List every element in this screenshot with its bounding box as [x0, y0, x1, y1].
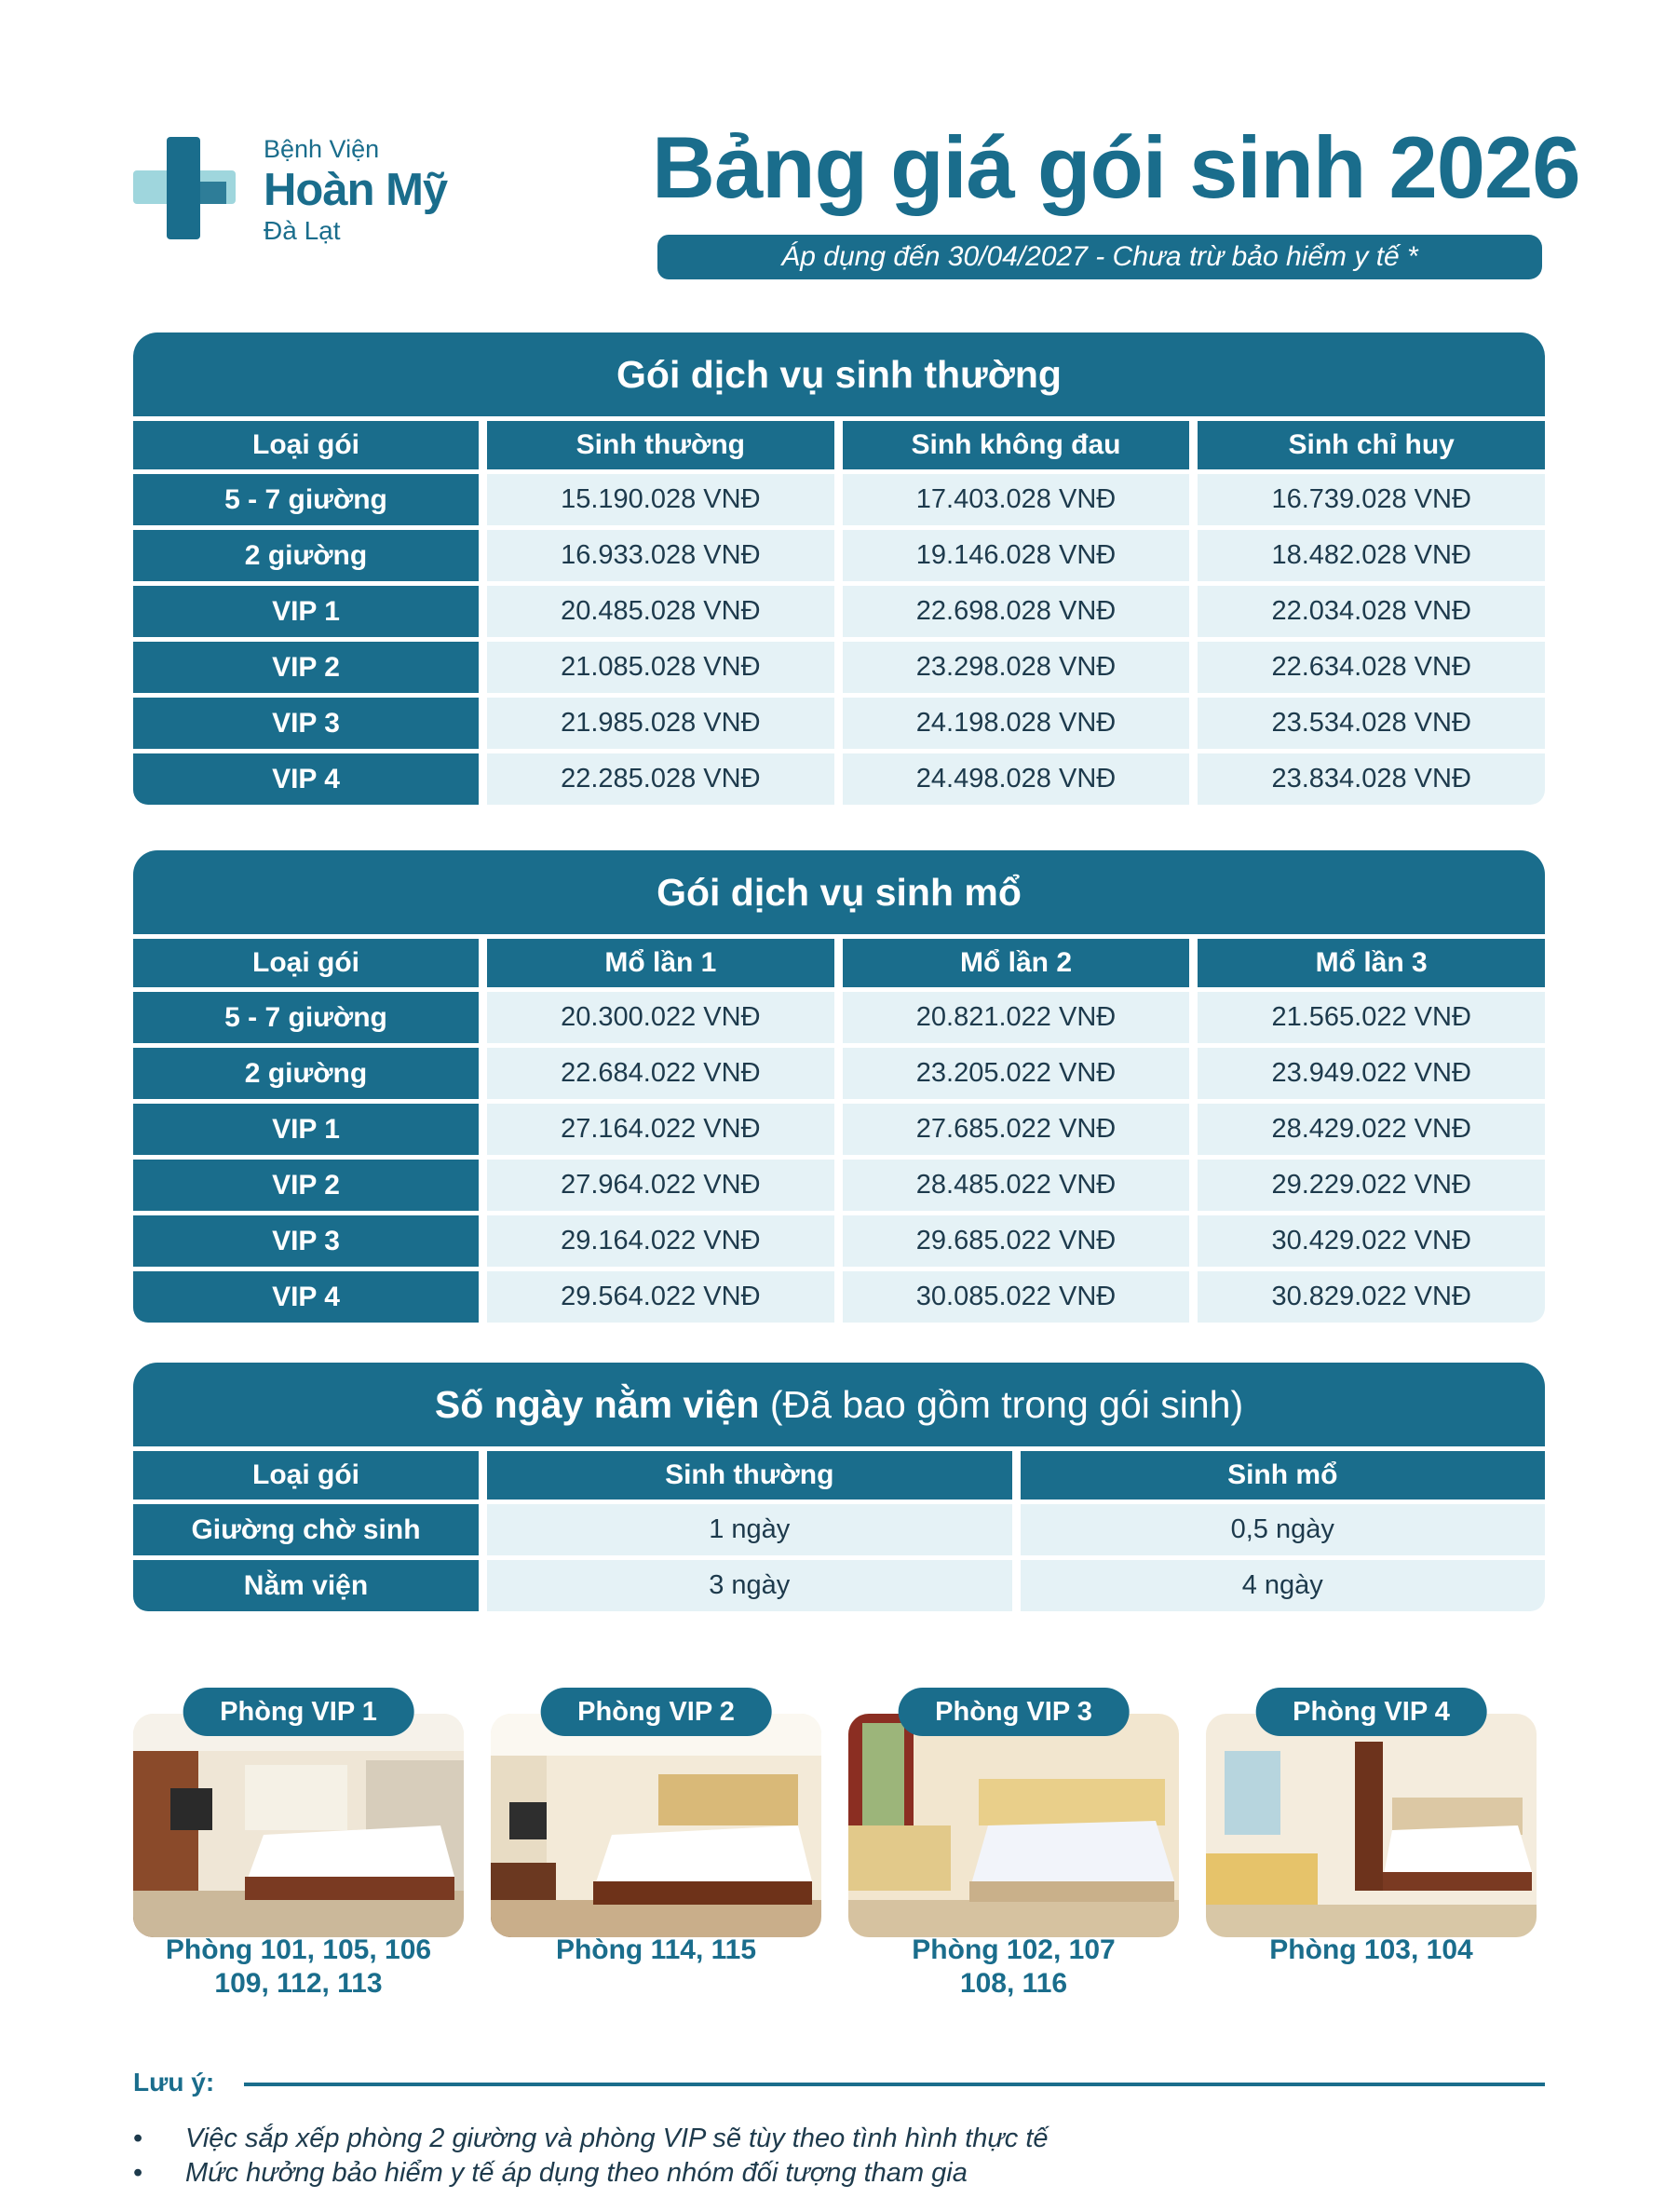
- price-cell: 22.034.028 VNĐ: [1198, 586, 1545, 637]
- room-caption: Phòng 101, 105, 106 109, 112, 113: [165, 1934, 432, 1999]
- table-row: [133, 586, 1545, 637]
- table-row: [133, 530, 1545, 581]
- price-cell: 30.829.022 VNĐ: [1198, 1271, 1545, 1323]
- room-caption: Phòng 102, 107 108, 116: [912, 1934, 1116, 1999]
- table-row: [133, 474, 1545, 525]
- c-section-table: [133, 850, 1545, 1323]
- header-cell: Sinh thường: [487, 1451, 1012, 1500]
- row-label: VIP 1: [133, 1104, 479, 1155]
- header-cell: Sinh không đau: [843, 421, 1190, 469]
- days-cell: 1 ngày: [487, 1504, 1012, 1555]
- row-label: Giường chờ sinh: [133, 1504, 479, 1555]
- table-row: [133, 1104, 1545, 1155]
- table-row: [133, 1504, 1545, 1555]
- table-row: [133, 753, 1545, 805]
- hospital-stay-title-main: Số ngày nằm viện: [434, 1383, 760, 1426]
- price-cell: 27.164.022 VNĐ: [487, 1104, 834, 1155]
- price-cell: 20.300.022 VNĐ: [487, 992, 834, 1043]
- price-cell: 22.285.028 VNĐ: [487, 753, 834, 805]
- row-label: VIP 1: [133, 586, 479, 637]
- hospital-logo: [133, 133, 468, 250]
- price-cell: 29.229.022 VNĐ: [1198, 1160, 1545, 1211]
- logo-line-2: Hoàn Mỹ: [264, 165, 448, 215]
- room-badge: Phòng VIP 1: [183, 1688, 414, 1736]
- table-row: [133, 1215, 1545, 1267]
- notes-divider: [244, 2083, 1545, 2086]
- hospital-stay-title: [133, 1363, 1545, 1446]
- header-cell: Sinh chỉ huy: [1198, 421, 1545, 469]
- room-photo: [848, 1714, 1179, 1937]
- price-cell: 23.534.028 VNĐ: [1198, 698, 1545, 749]
- table-row: [133, 698, 1545, 749]
- price-cell: 23.205.022 VNĐ: [843, 1048, 1190, 1099]
- price-cell: 21.985.028 VNĐ: [487, 698, 834, 749]
- header-cell: Sinh thường: [487, 421, 834, 469]
- price-cell: 30.085.022 VNĐ: [843, 1271, 1190, 1323]
- row-label: VIP 4: [133, 753, 479, 805]
- days-cell: 3 ngày: [487, 1560, 1012, 1611]
- table-row: [133, 992, 1545, 1043]
- price-cell: 28.485.022 VNĐ: [843, 1160, 1190, 1211]
- row-label: 5 - 7 giường: [133, 992, 479, 1043]
- normal-birth-table: [133, 332, 1545, 805]
- room-photo: [1206, 1714, 1537, 1937]
- table-row: [133, 642, 1545, 693]
- price-cell: 18.482.028 VNĐ: [1198, 530, 1545, 581]
- header-cell: Mổ lần 2: [843, 939, 1190, 987]
- price-cell: 22.634.028 VNĐ: [1198, 642, 1545, 693]
- price-cell: 23.949.022 VNĐ: [1198, 1048, 1545, 1099]
- price-cell: 21.085.028 VNĐ: [487, 642, 834, 693]
- medical-cross-icon: [133, 137, 236, 239]
- table-row: [133, 1048, 1545, 1099]
- validity-banner: Áp dụng đến 30/04/2027 - Chưa trừ bảo hiểm y tế *: [657, 235, 1542, 279]
- table-header-row: [133, 939, 1545, 987]
- notes-list: [133, 2122, 1530, 2191]
- table-row: [133, 1560, 1545, 1611]
- price-cell: 21.565.022 VNĐ: [1198, 992, 1545, 1043]
- room-caption: Phòng 114, 115: [555, 1934, 757, 1965]
- days-cell: 0,5 ngày: [1021, 1504, 1546, 1555]
- price-cell: 16.933.028 VNĐ: [487, 530, 834, 581]
- logo-line-3: Đà Lạt: [264, 216, 341, 245]
- room-badge: Phòng VIP 2: [540, 1688, 772, 1736]
- price-cell: 17.403.028 VNĐ: [843, 474, 1190, 525]
- header-cell: Loại gói: [133, 1451, 479, 1500]
- row-label: VIP 3: [133, 698, 479, 749]
- days-cell: 4 ngày: [1021, 1560, 1546, 1611]
- price-cell: 23.834.028 VNĐ: [1198, 753, 1545, 805]
- price-cell: 29.564.022 VNĐ: [487, 1271, 834, 1323]
- price-cell: 19.146.028 VNĐ: [843, 530, 1190, 581]
- row-label: VIP 2: [133, 642, 479, 693]
- header-cell: Mổ lần 3: [1198, 939, 1545, 987]
- price-cell: 30.429.022 VNĐ: [1198, 1215, 1545, 1267]
- price-cell: 20.821.022 VNĐ: [843, 992, 1190, 1043]
- table-header-row: [133, 1451, 1545, 1500]
- price-cell: 23.298.028 VNĐ: [843, 642, 1190, 693]
- room-caption: Phòng 103, 104: [1269, 1934, 1473, 1965]
- room-photo: [491, 1714, 821, 1937]
- table-row: [133, 1271, 1545, 1323]
- header-cell: Mổ lần 1: [487, 939, 834, 987]
- price-cell: 27.685.022 VNĐ: [843, 1104, 1190, 1155]
- price-cell: 27.964.022 VNĐ: [487, 1160, 834, 1211]
- header-cell: Loại gói: [133, 421, 479, 469]
- price-cell: 22.684.022 VNĐ: [487, 1048, 834, 1099]
- room-badge: Phòng VIP 3: [898, 1688, 1130, 1736]
- room-photo: [133, 1714, 464, 1937]
- row-label: VIP 2: [133, 1160, 479, 1211]
- normal-birth-title: Gói dịch vụ sinh thường: [133, 332, 1545, 416]
- note-item: • Việc sắp xếp phòng 2 giường và phòng VIP sẽ tùy theo tình hình thực tế: [133, 2122, 1530, 2156]
- table-row: [133, 1160, 1545, 1211]
- price-cell: 16.739.028 VNĐ: [1198, 474, 1545, 525]
- row-label: 2 giường: [133, 530, 479, 581]
- price-cell: 24.198.028 VNĐ: [843, 698, 1190, 749]
- price-cell: 24.498.028 VNĐ: [843, 753, 1190, 805]
- price-cell: 15.190.028 VNĐ: [487, 474, 834, 525]
- room-badge: Phòng VIP 4: [1255, 1688, 1487, 1736]
- header-cell: Loại gói: [133, 939, 479, 987]
- c-section-title: Gói dịch vụ sinh mổ: [133, 850, 1545, 934]
- header-cell: Sinh mổ: [1021, 1451, 1546, 1500]
- notes-heading: Lưu ý:: [133, 2068, 215, 2097]
- table-header-row: [133, 421, 1545, 469]
- row-label: 2 giường: [133, 1048, 479, 1099]
- price-cell: 29.164.022 VNĐ: [487, 1215, 834, 1267]
- row-label: Nằm viện: [133, 1560, 479, 1611]
- hospital-stay-table: [133, 1363, 1545, 1611]
- row-label: VIP 4: [133, 1271, 479, 1323]
- page-title: Bảng giá gói sinh 2026: [652, 118, 1580, 216]
- row-label: VIP 3: [133, 1215, 479, 1267]
- price-cell: 29.685.022 VNĐ: [843, 1215, 1190, 1267]
- hospital-stay-title-note: (Đã bao gồm trong gói sinh): [769, 1383, 1244, 1426]
- note-item: • Mức hưởng bảo hiểm y tế áp dụng theo nhóm đối tượng tham gia: [133, 2156, 1530, 2191]
- price-cell: 20.485.028 VNĐ: [487, 586, 834, 637]
- row-label: 5 - 7 giường: [133, 474, 479, 525]
- price-cell: 22.698.028 VNĐ: [843, 586, 1190, 637]
- logo-line-1: Bệnh Viện: [264, 135, 380, 163]
- price-cell: 28.429.022 VNĐ: [1198, 1104, 1545, 1155]
